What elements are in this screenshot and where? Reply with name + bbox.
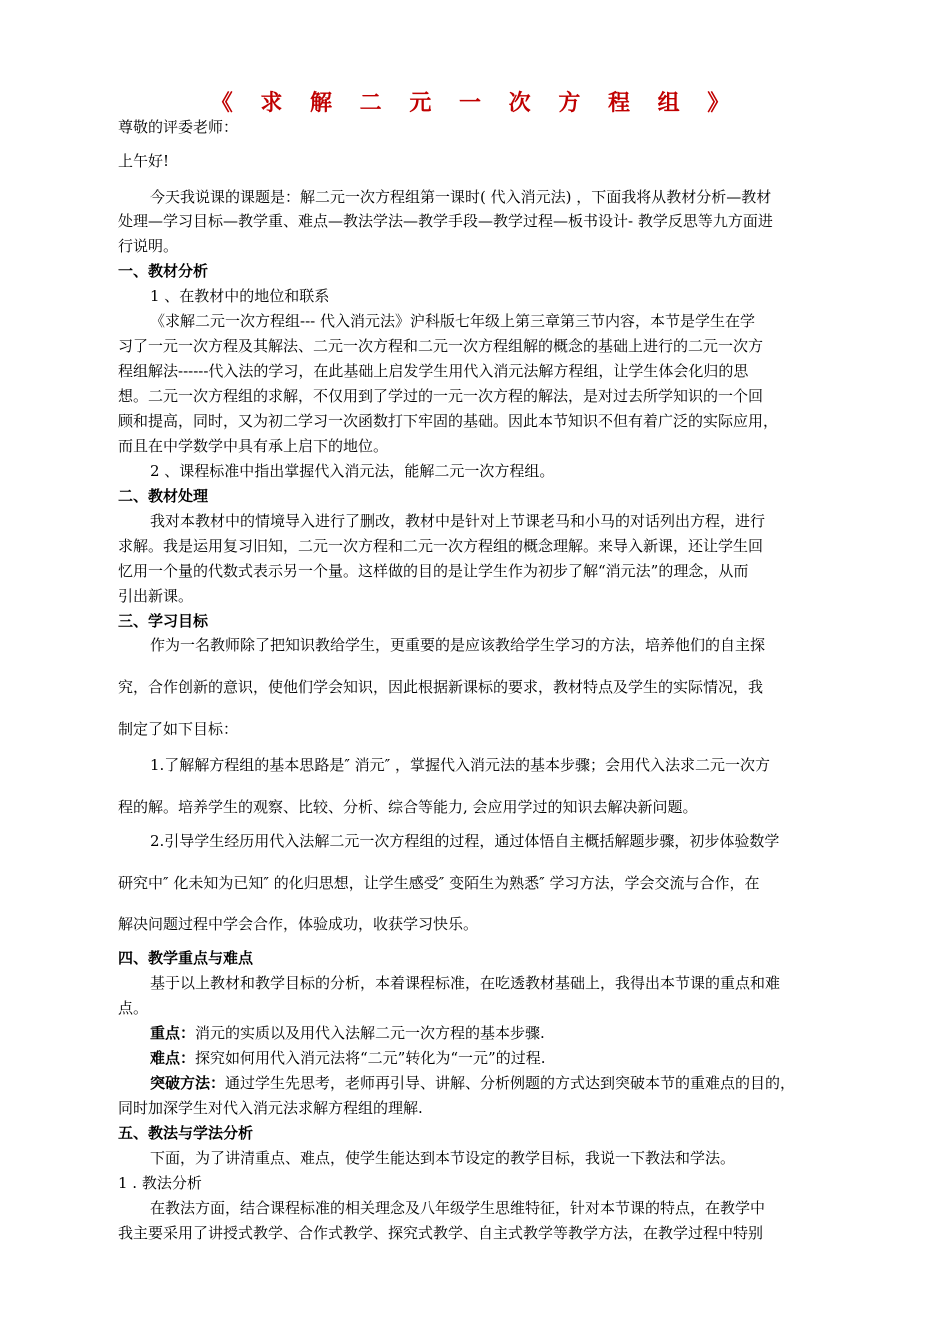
section-heading-5: 五、教法与学法分析: [118, 1124, 254, 1142]
paragraph-line: 顾和提高，同时，又为初二学习一次函数打下牢固的基础。因此本节知识不但有着广泛的实际应用，: [118, 412, 779, 430]
goal-line: 1.了解解方程组的基本思路是″ 消元″ ，掌握代入消元法的基本步骤；会用代入法求二元一次方: [150, 756, 771, 774]
difficulty-label: 难点：: [150, 1049, 196, 1067]
subheading: 2 、课程标准中指出掌握代入消元法，能解二元一次方程组。: [150, 462, 555, 480]
breakthrough-label: 突破方法：: [150, 1074, 226, 1092]
intro-line: 行说明。: [118, 237, 179, 255]
intro-line: 处理—学习目标—教学重、难点—教法学法—教学手段—教学过程—板书设计- 教学反思等九方面进: [118, 212, 773, 230]
paragraph-line: 作为一名教师除了把知识教给学生，更重要的是应该教给学生学习的方法，培养他们的自主探: [150, 636, 766, 654]
paragraph-line: 下面，为了讲清重点、难点，使学生能达到本节设定的教学目标，我说一下教法和学法。: [150, 1149, 736, 1167]
goal-line: 研究中″ 化未知为已知″ 的化归思想，让学生感受″ 变陌生为熟悉″ 学习方法，学会交流与合作，在: [118, 874, 760, 892]
paragraph-line: 制定了如下目标：: [118, 720, 239, 738]
paragraph-line: 同时加深学生对代入消元法求解方程组的理解.: [118, 1099, 423, 1117]
paragraph-line: 我主要采用了讲授式教学、合作式教学、探究式教学、自主式教学等教学方法，在教学过程中特别: [118, 1224, 764, 1242]
breakthrough-line: [150, 1072, 795, 1094]
hello-line: 上午好!: [118, 152, 170, 170]
paragraph-line: 习了一元一次方程及其解法、二元一次方程和二元一次方程组解的概念的基础上进行的二元一次方: [118, 337, 764, 355]
paragraph-line: 想。二元一次方程组的求解，不仅用到了学过的一元一次方程的解法，是对过去所学知识的一个回: [118, 387, 764, 405]
paragraph-line: 而且在中学数学中具有承上启下的地位。: [118, 437, 389, 455]
key-point-line: [150, 1022, 545, 1044]
goal-line: 解决问题过程中学会合作，体验成功，收获学习快乐。: [118, 915, 479, 933]
key-point-text: 消元的实质以及用代入法解二元一次方程的基本步骤.: [195, 1024, 545, 1042]
paragraph-line: 我对本教材中的情境导入进行了删改，教材中是针对上节课老马和小马的对话列出方程，进行: [150, 512, 766, 530]
paragraph-line: 在教法方面，结合课程标准的相关理念及八年级学生思维特征，针对本节课的特点，在教学中: [150, 1199, 766, 1217]
subheading: 1 、在教材中的地位和联系: [150, 287, 330, 305]
goal-line: 程的解。培养学生的观察、比较、分析、综合等能力, 会应用学过的知识去解决新问题。: [118, 798, 698, 816]
paragraph-line: 求解。我是运用复习旧知，二元一次方程和二元一次方程组的概念理解。来导入新课，还让学生回: [118, 537, 764, 555]
greeting: 尊敬的评委老师：: [118, 118, 239, 136]
difficulty-line: [150, 1047, 545, 1069]
key-point-label: 重点：: [150, 1024, 196, 1042]
goal-line: 2.引导学生经历用代入法解二元一次方程组的过程，通过体悟自主概括解题步骤，初步体验数学: [150, 832, 780, 850]
breakthrough-text: 通过学生先思考，老师再引导、讲解、分析例题的方式达到突破本节的重难点的目的，: [225, 1074, 796, 1092]
section-heading-4: 四、教学重点与难点: [118, 949, 254, 967]
subheading: 1 . 教法分析: [118, 1174, 202, 1192]
paragraph-line: 基于以上教材和教学目标的分析，本着课程标准，在吃透教材基础上，我得出本节课的重点和难: [150, 974, 781, 992]
section-heading-2: 二、教材处理: [118, 487, 209, 505]
section-heading-1: 一、教材分析: [118, 262, 209, 280]
intro-line: 今天我说课的课题是：解二元一次方程组第一课时( 代入消元法) ，下面我将从教材分析—教材: [150, 188, 772, 206]
paragraph-line: 《求解二元一次方程组--- 代入消元法》沪科版七年级上第三章第三节内容，本节是学生在学: [150, 312, 755, 330]
section-heading-3: 三、学习目标: [118, 612, 209, 630]
paragraph-line: 忆用一个量的代数式表示另一个量。这样做的目的是让学生作为初步了解“消元法”的理念，从而: [118, 562, 749, 580]
paragraph-line: 点。: [118, 999, 149, 1017]
document-title: 《 求 解 二 元 一 次 方 程 组 》: [210, 91, 740, 116]
paragraph-line: 程组解法------代入法的学习，在此基础上启发学生用代入消元法解方程组，让学生体会化归的思: [118, 362, 749, 380]
difficulty-text: 探究如何用代入消元法将“二元”转化为“一元”的过程.: [195, 1049, 546, 1067]
paragraph-line: 引出新课。: [118, 587, 194, 605]
paragraph-line: 究，合作创新的意识，使他们学会知识，因此根据新课标的要求，教材特点及学生的实际情况，我: [118, 678, 764, 696]
